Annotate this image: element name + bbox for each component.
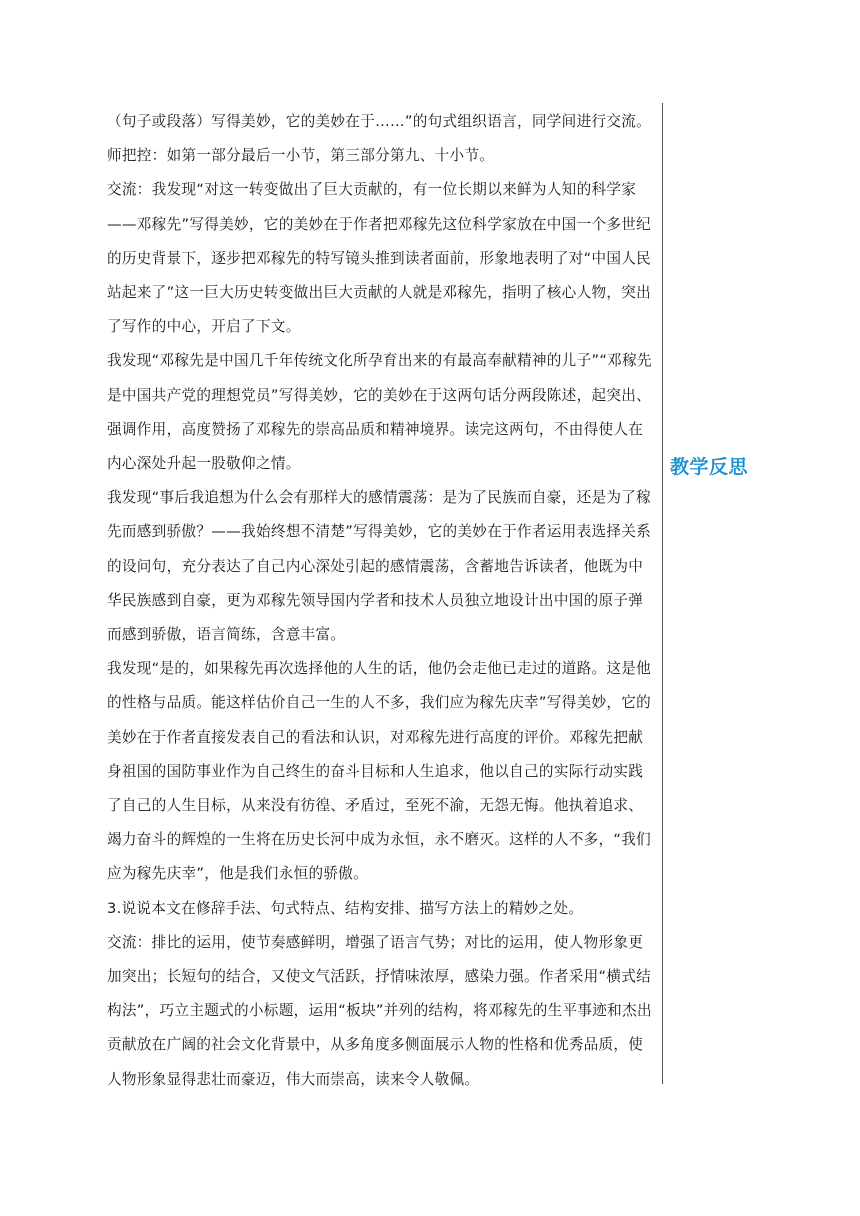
teaching-reflection-heading: 教学反思 [670, 456, 749, 478]
lesson-plan-text [107, 105, 657, 1097]
paragraph-exchange-two: 交流：排比的运用，使节奏感鲜明，增强了语言气势；对比的运用，使人物形象更加突出；长短句的结合，又使文气活跃，抒情味浓厚，感染力强。作者采用“横式结构法”，巧立主题式的小标题，运用“板块”并列的结构，将邓稼先的生平事迹和杰出贡献放在广阔的社会文化背景中，从多角度多侧面展示人物的性格和优秀品质，使人物形象显得悲壮而豪迈，伟大而崇高，读来令人敬佩。 [107, 933, 652, 1088]
paragraph-sentence-pattern: （句子或段落）写得美妙，它的美妙在于……”的句式组织语言，同学间进行交流。 [107, 113, 652, 130]
column-divider [662, 103, 663, 1084]
paragraph-exchange-one: 交流：我发现“对这一转变做出了巨大贡献的，有一位长期以来鲜为人知的科学家——邓稼先”写得美妙，它的美妙在于作者把邓稼先这位科学家放在中国一个多世纪的历史背景下，逐步把邓稼先的特写镜头推到读者面前，形象地表明了对“中国人民站起来了”这一巨大历史转变做出巨大贡献的人就是邓稼先，指明了核心人物，突出了写作的中心，开启了下文。 [107, 181, 652, 336]
paragraph-discovery-three: 我发现“事后我追想为什么会有那样大的感情震荡：是为了民族而自豪，还是为了稼先而感到骄傲？——我始终想不清楚”写得美妙，它的美妙在于作者运用表选择关系的设问句，充分表达了自己内心深处引起的感情震荡，含蓄地告诉读者，他既为中华民族感到自豪，更为邓稼先领导国内学者和技术人员独立地设计出中国的原子弹而感到骄傲，语言简练，含意丰富。 [107, 489, 652, 644]
paragraph-teacher-guidance: 师把控：如第一部分最后一小节，第三部分第九、十小节。 [107, 147, 495, 165]
paragraph-discovery-two: 我发现“邓稼先是中国几千年传统文化所孕育出来的有最高奉献精神的儿子”“邓稼先是中国共产党的理想党员”写得美妙，它的美妙在于这两句话分两段陈述，起突出、强调作用，高度赞扬了邓稼先的崇高品质和精神境界。读完这两句，不由得使人在内心深处升起一股敬仰之情。 [107, 352, 652, 473]
paragraph-discovery-four: 我发现“是的，如果稼先再次选择他的人生的话，他仍会走他已走过的道路。这是他的性格与品质。能这样估价自己一生的人不多，我们应为稼先庆幸”写得美妙，它的美妙在于作者直接发表自己的看法和认识，对邓稼先进行高度的评价。邓稼先把献身祖国的国防事业作为自己终生的奋斗目标和人生追求，他以自己的实际行动实践了自己的人生目标，从来没有彷徨、矛盾过，至死不渝，无怨无悔。他执着追求、竭力奋斗的辉煌的一生将在历史长河中成为永恒，永不磨灭。这样的人不多，“我们应为稼先庆幸”，他是我们永恒的骄傲。 [107, 660, 652, 883]
question-three: 3.说说本文在修辞手法、句式特点、结构安排、描写方法上的精妙之处。 [107, 899, 584, 917]
